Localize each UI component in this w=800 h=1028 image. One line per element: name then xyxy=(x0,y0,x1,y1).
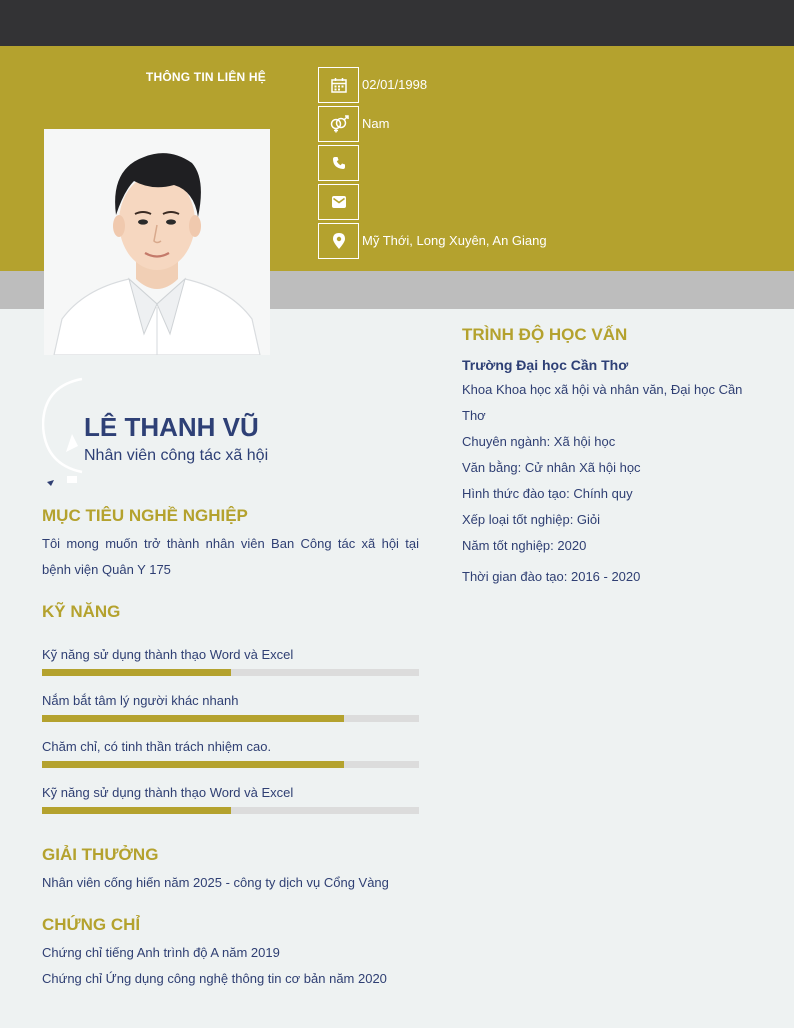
profile-name: LÊ THANH VŨ xyxy=(84,412,259,442)
gender-icon xyxy=(318,106,359,142)
certificate-item: Chứng chỉ tiếng Anh trình độ A năm 2019 xyxy=(42,945,280,960)
skill-item xyxy=(42,646,419,676)
objective-text: Tôi mong muốn trở thành nhân viên Ban Công tác xã hội tại bệnh viện Quân Y 175 xyxy=(42,536,419,577)
skill-item xyxy=(42,738,419,768)
education-grade: Xếp loại tốt nghiệp: Giỏi xyxy=(462,512,601,527)
skill-item xyxy=(42,692,419,722)
calendar-icon xyxy=(318,67,359,103)
contact-row-email xyxy=(318,184,758,220)
skill-bar-fill xyxy=(42,715,344,722)
portrait-image xyxy=(44,129,270,355)
contact-row-birthdate xyxy=(318,67,758,103)
skill-label: Kỹ năng sử dụng thành thạo Word và Excel xyxy=(42,647,294,662)
gender-text: Nam xyxy=(362,116,390,131)
skill-label: Nắm bắt tâm lý người khác nhanh xyxy=(42,693,239,708)
contact-heading: THÔNG TIN LIÊN HỆ xyxy=(145,70,266,84)
education-period: Thời gian đào tạo: 2016 - 2020 xyxy=(462,569,641,584)
education-school: Trường Đại học Cần Thơ xyxy=(462,357,629,373)
contact-row-phone xyxy=(318,145,758,181)
contact-row-gender xyxy=(318,106,758,142)
page-edge xyxy=(794,0,800,1028)
education-mode: Hình thức đào tạo: Chính quy xyxy=(462,486,633,501)
skills-title: KỸ NĂNG xyxy=(42,602,121,621)
education-major: Chuyên ngành: Xã hội học xyxy=(462,434,616,449)
objective-title: MỤC TIÊU NGHỀ NGHIỆP xyxy=(42,506,248,525)
skill-bar-fill xyxy=(42,807,231,814)
education-faculty: Khoa Khoa học xã hội và nhân văn, Đại học Cần Thơ xyxy=(462,382,743,423)
skill-label: Kỹ năng sử dụng thành thạo Word và Excel xyxy=(42,785,294,800)
award-item: Nhân viên cống hiến năm 2025 - công ty dịch vụ Cổng Vàng xyxy=(42,875,389,890)
phone-icon xyxy=(318,145,359,181)
skill-bar-track xyxy=(42,715,419,722)
skill-bar-track xyxy=(42,761,419,768)
birthdate-text: 02/01/1998 xyxy=(362,77,428,92)
skill-bar-fill xyxy=(42,761,344,768)
skill-bar-fill xyxy=(42,669,231,676)
contact-row-address xyxy=(318,223,758,259)
skill-bar-track xyxy=(42,669,419,676)
education-grad-year: Năm tốt nghiệp: 2020 xyxy=(462,538,587,553)
profile-photo xyxy=(44,129,270,355)
education-degree: Văn bằng: Cử nhân Xã hội học xyxy=(462,460,641,475)
skill-label: Chăm chỉ, có tinh thần trách nhiệm cao. xyxy=(42,739,272,754)
education-section xyxy=(462,325,762,590)
profile-role: Nhân viên công tác xã hội xyxy=(84,447,269,464)
skill-bar-track xyxy=(42,807,419,814)
education-title: TRÌNH ĐỘ HỌC VẤN xyxy=(462,325,628,344)
top-bar xyxy=(0,0,794,46)
certificate-item: Chứng chỉ Ứng dụng công nghệ thông tin cơ bản năm 2020 xyxy=(42,971,387,986)
address-text: Mỹ Thới, Long Xuyên, An Giang xyxy=(362,233,547,248)
awards-title: GIẢI THƯỞNG xyxy=(42,845,159,864)
certificates-title: CHỨNG CHỈ xyxy=(42,915,141,934)
skill-item xyxy=(42,784,419,814)
envelope-icon xyxy=(318,184,359,220)
map-marker-icon xyxy=(318,223,359,259)
